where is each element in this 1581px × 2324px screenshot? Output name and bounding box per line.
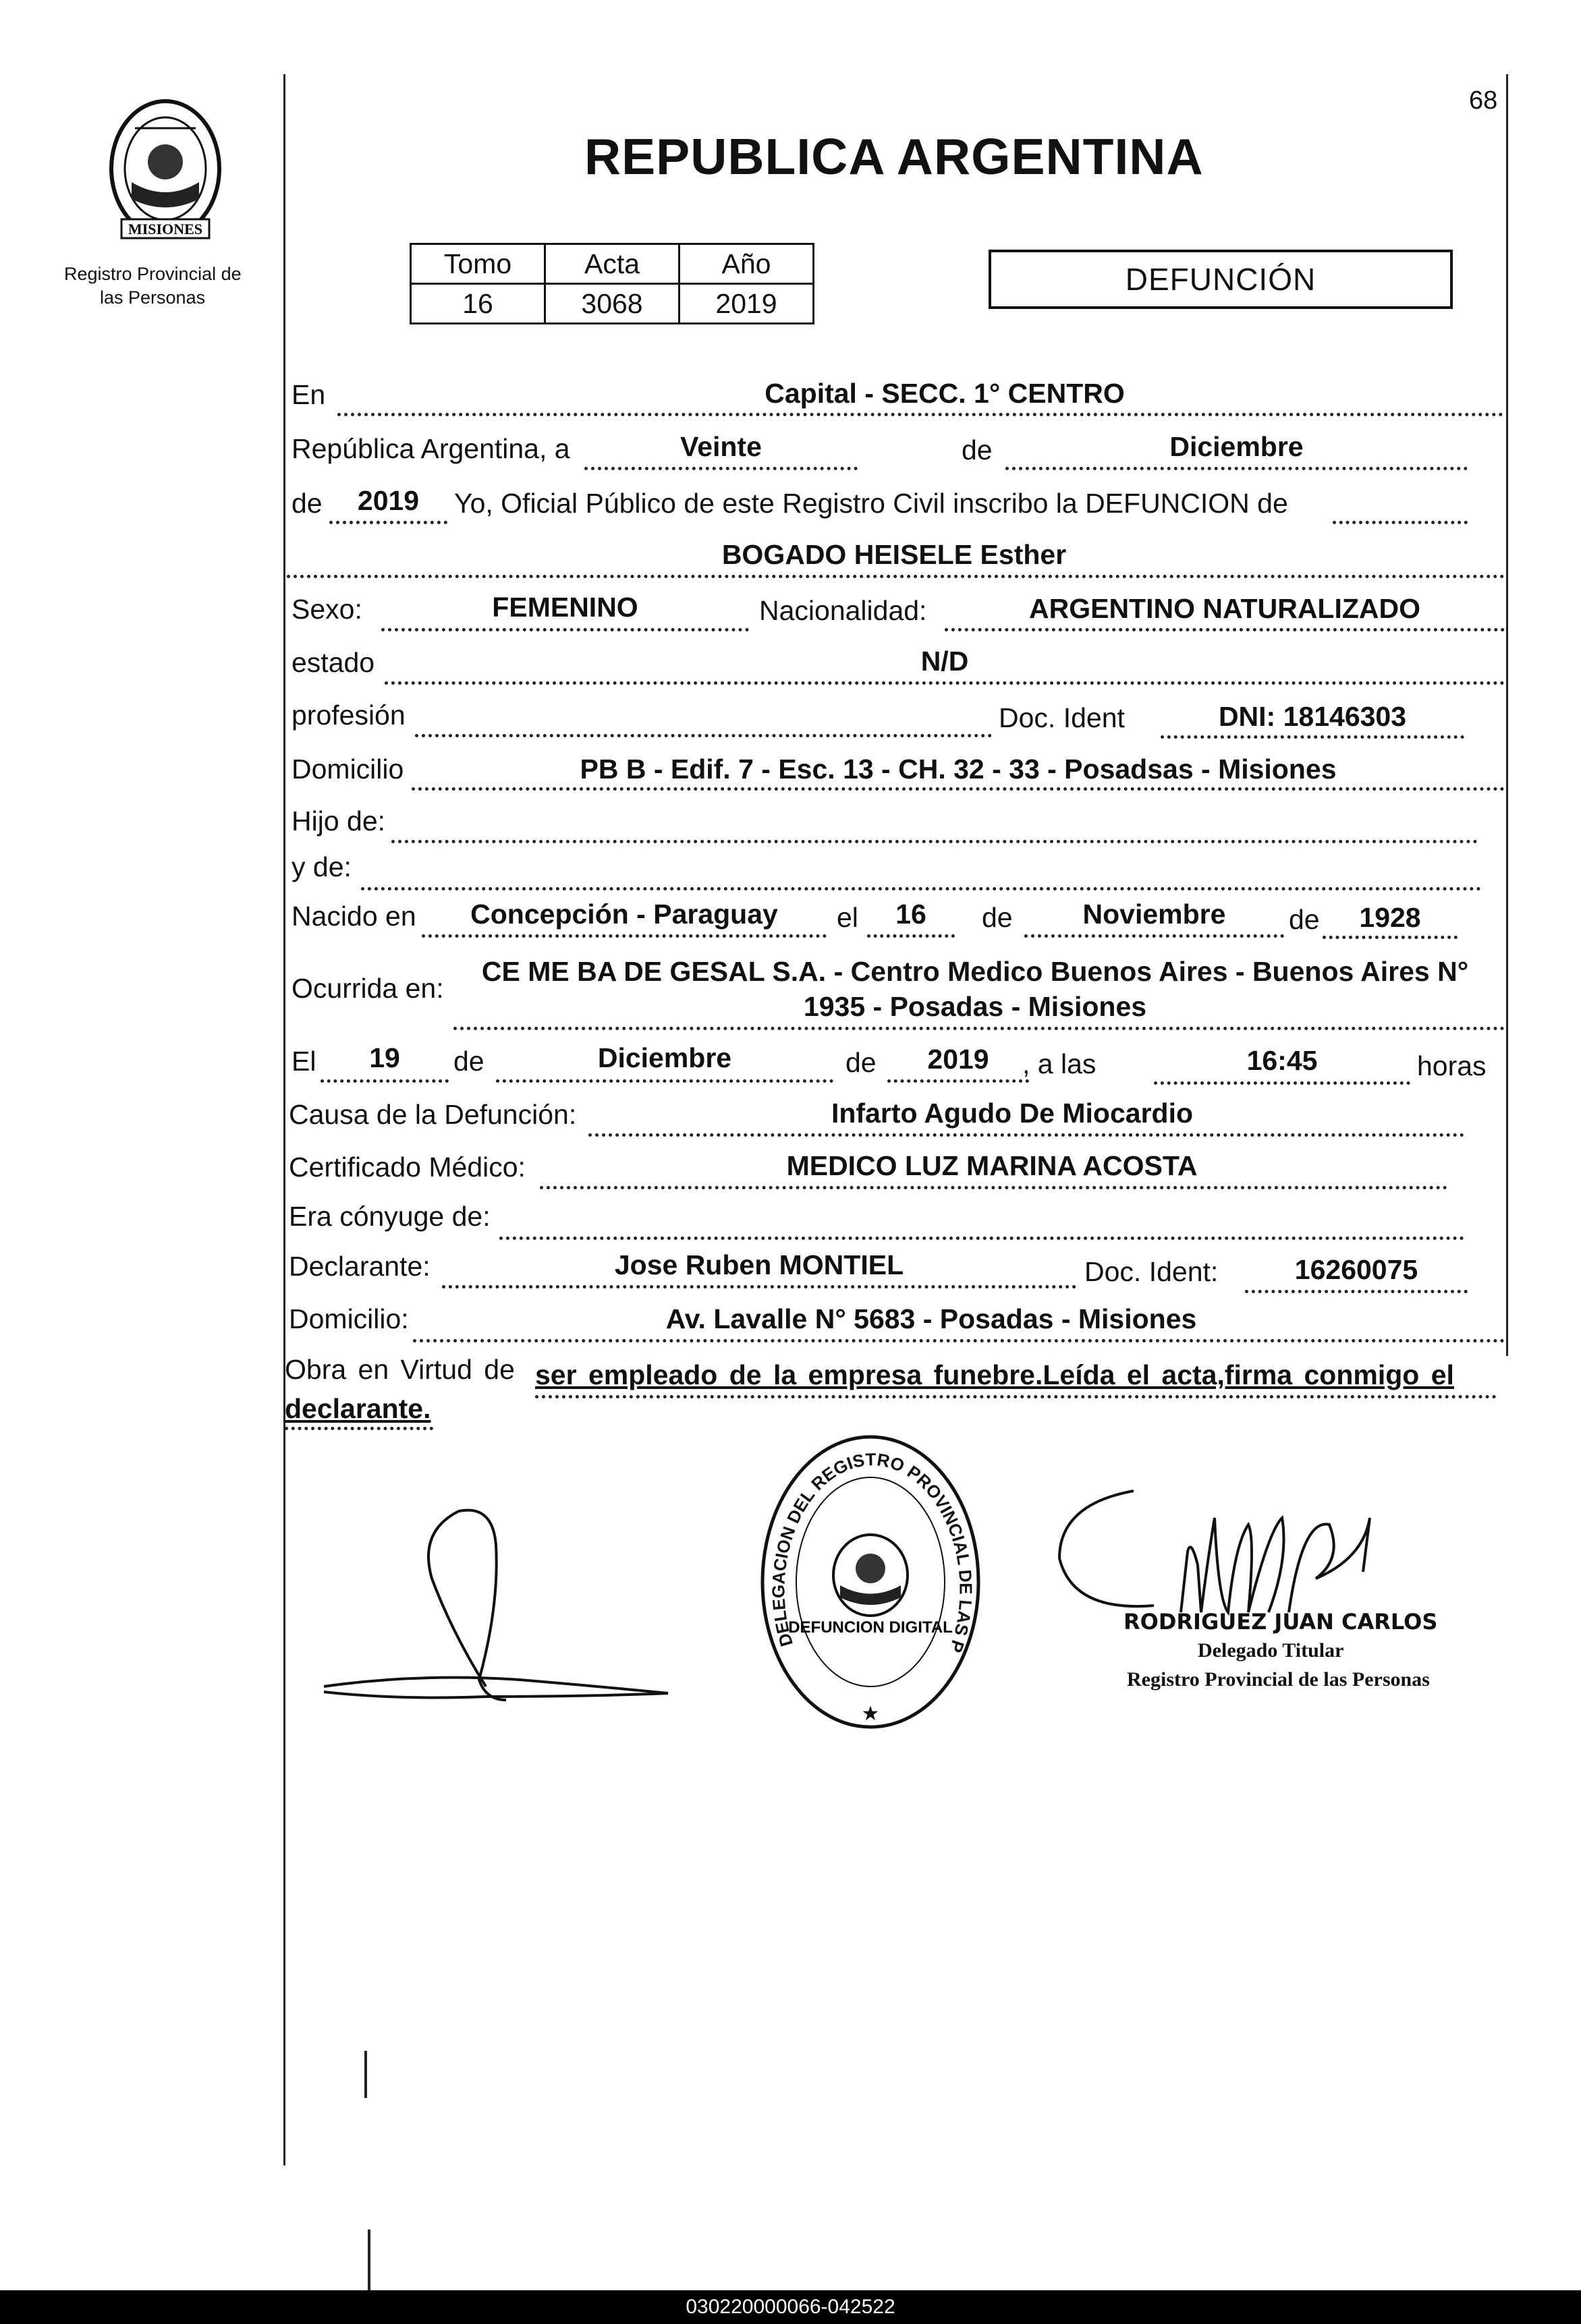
death-time-dots	[1154, 1081, 1410, 1085]
day-words: Veinte	[680, 431, 762, 462]
birth-year: 1928	[1359, 902, 1421, 933]
estado-value: N/D	[920, 646, 969, 677]
month-dots	[1005, 467, 1468, 470]
right-margin-line	[1506, 74, 1508, 1356]
decl-domicilio-label: Domicilio:	[289, 1303, 409, 1334]
deceased-name: BOGADO HEISELE Esther	[721, 539, 1067, 570]
year-de-label: de	[292, 488, 323, 519]
certificado-label: Certificado Médico:	[289, 1152, 526, 1183]
document-title: REPUBLICA ARGENTINA	[584, 128, 1204, 185]
horas-label: horas	[1417, 1050, 1487, 1081]
seal-text: MISIONES	[128, 221, 203, 237]
certificado-value: MEDICO LUZ MARINA ACOSTA	[786, 1150, 1198, 1181]
causa-label: Causa de la Defunción:	[289, 1099, 577, 1130]
death-year-dots	[887, 1079, 1029, 1083]
yde-dots	[361, 887, 1481, 890]
sexo-dots	[381, 628, 749, 631]
margin-tick	[364, 2051, 367, 2098]
death-month: Diciembre	[597, 1042, 732, 1073]
sexo-value: FEMENINO	[492, 592, 638, 623]
en-value: Capital - SECC. 1° CENTRO	[765, 378, 1125, 409]
estado-dots	[385, 681, 1505, 685]
hijo-dots	[391, 840, 1478, 843]
death-time: 16:45	[1246, 1045, 1318, 1076]
death-de-1: de	[453, 1046, 484, 1077]
profesion-label: profesión	[292, 700, 406, 731]
official-signature	[1046, 1477, 1485, 1626]
birth-de-2: de	[1289, 904, 1320, 935]
death-el-label: El	[292, 1046, 316, 1077]
conyuge-label: Era cónyuge de:	[289, 1201, 491, 1232]
doc-ident-value: DNI: 18146303	[1218, 701, 1407, 732]
nacionalidad-value: ARGENTINO NATURALIZADO	[1028, 593, 1421, 624]
margin-tick	[368, 2230, 370, 2290]
year-value: 2019	[357, 485, 420, 516]
ocurrida-line-2: 1935 - Posadas - Misiones	[803, 991, 1147, 1022]
obra-value-2: declarante.	[285, 1393, 431, 1424]
name-dots	[287, 575, 1505, 578]
nacido-label: Nacido en	[292, 901, 416, 932]
official-name: RODRIGUEZ JUAN CARLOS	[1124, 1609, 1438, 1635]
registry-line-2: las Personas	[100, 287, 206, 308]
doc-ident-label: Doc. Ident	[999, 702, 1125, 733]
declarante-label: Declarante:	[289, 1251, 431, 1282]
declarante-signature	[317, 1477, 695, 1734]
en-dots	[337, 413, 1503, 416]
death-day-dots	[321, 1079, 449, 1083]
footer-code-bar: 030220000066-042522	[0, 2290, 1581, 2324]
oficial-text: Yo, Oficial Público de este Registro Civil inscribo la DEFUNCION de	[454, 488, 1288, 519]
year-dots	[329, 521, 447, 524]
birth-de-1: de	[982, 902, 1013, 933]
declarante-value: Jose Ruben MONTIEL	[614, 1249, 904, 1280]
conyuge-dots	[499, 1237, 1464, 1240]
birth-year-dots	[1323, 936, 1458, 939]
registry-line-1: Registro Provincial de	[64, 264, 242, 284]
acta-header: Acta	[545, 244, 679, 284]
stamp-star-icon: ★	[861, 1703, 880, 1725]
oficial-dots	[1333, 521, 1468, 524]
certificado-dots	[540, 1186, 1447, 1189]
obra-dots-1	[535, 1395, 1497, 1398]
alas-label: , a las	[1022, 1048, 1097, 1079]
domicilio-label: Domicilio	[292, 754, 404, 785]
hijo-label: Hijo de:	[292, 805, 386, 837]
official-stamp	[756, 1430, 985, 1734]
declarante-dots	[442, 1285, 1076, 1288]
sexo-label: Sexo:	[292, 594, 362, 625]
anio-value: 2019	[679, 284, 814, 324]
nacido-dots	[422, 934, 827, 938]
birth-month: Noviembre	[1082, 899, 1226, 930]
nacido-value: Concepción - Paraguay	[470, 899, 778, 930]
day-dots	[584, 467, 858, 470]
death-day: 19	[369, 1042, 400, 1073]
province-seal	[94, 88, 236, 250]
nacionalidad-label: Nacionalidad:	[759, 595, 927, 626]
anio-header: Año	[679, 244, 814, 284]
decl-doc-value: 16260075	[1294, 1254, 1418, 1285]
stamp-inner-text: DEFUNCION DIGITAL	[788, 1618, 953, 1637]
en-label: En	[292, 379, 326, 410]
decl-domicilio-dots	[413, 1339, 1505, 1342]
decl-domicilio-value: Av. Lavalle N° 5683 - Posadas - Misiones	[665, 1303, 1197, 1334]
obra-label: Obra en Virtud de	[285, 1354, 515, 1385]
record-type-box: DEFUNCIÓN	[989, 250, 1453, 309]
nacionalidad-dots	[945, 628, 1505, 631]
republica-label: República Argentina, a	[292, 433, 570, 464]
birth-day-dots	[867, 934, 955, 938]
yde-label: y de:	[292, 851, 352, 882]
ocurrida-line-1: CE ME BA DE GESAL S.A. - Centro Medico Buenos Aires - Buenos Aires N°	[481, 956, 1469, 987]
domicilio-dots	[412, 787, 1505, 791]
decl-doc-dots	[1245, 1290, 1468, 1293]
left-margin-line	[283, 74, 285, 2165]
obra-value-1: ser empleado de la empresa funebre.Leída el acta,firma conmigo el	[535, 1359, 1454, 1390]
causa-dots	[588, 1133, 1464, 1137]
month-de-label: de	[962, 434, 993, 465]
ocurrida-label: Ocurrida en:	[292, 973, 444, 1004]
tomo-header: Tomo	[411, 244, 545, 284]
death-year: 2019	[927, 1044, 989, 1075]
death-de-2: de	[845, 1047, 877, 1078]
decl-doc-label: Doc. Ident:	[1084, 1256, 1219, 1287]
estado-label: estado	[292, 647, 375, 678]
tomo-value: 16	[411, 284, 545, 324]
acta-value: 3068	[545, 284, 679, 324]
doc-ident-dots	[1161, 735, 1464, 739]
page-number: 68	[1469, 86, 1498, 115]
official-title: Delegado Titular	[1198, 1639, 1344, 1662]
birth-el-label: el	[837, 902, 858, 933]
birth-month-dots	[1024, 934, 1284, 938]
obra-dots-2	[285, 1427, 433, 1430]
stamp-outer-text: DELEGACION DEL REGISTRO PROVINCIAL DE LAS P	[768, 1449, 976, 1655]
month-value: Diciembre	[1169, 431, 1304, 462]
domicilio-value: PB B - Edif. 7 - Esc. 13 - CH. 32 - 33 - Posadsas - Misiones	[580, 754, 1337, 785]
death-month-dots	[496, 1079, 833, 1083]
profesion-dots	[415, 734, 992, 737]
official-office: Registro Provincial de las Personas	[1127, 1668, 1430, 1691]
birth-day: 16	[895, 899, 926, 930]
book-table	[410, 243, 814, 324]
causa-value: Infarto Agudo De Miocardio	[831, 1098, 1194, 1129]
ocurrida-dots	[453, 1027, 1505, 1030]
